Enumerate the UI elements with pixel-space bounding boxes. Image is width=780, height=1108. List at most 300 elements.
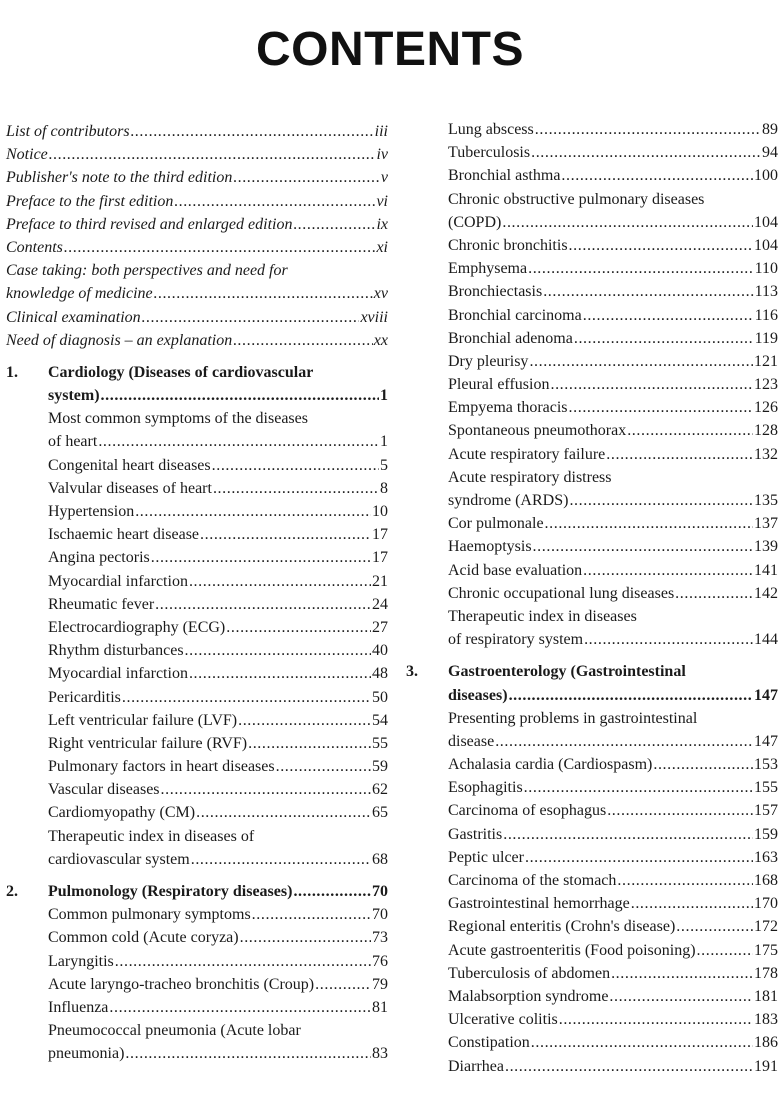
toc-entry-front[interactable] [6,143,388,166]
toc-entry-line [406,280,778,303]
toc-entry-item[interactable] [406,823,778,846]
toc-entry-item[interactable] [406,118,778,141]
page-number: 48 [372,665,388,683]
toc-entry-item[interactable] [406,985,778,1008]
toc-entry-title: Need of diagnosis – an explanation [6,331,233,349]
dot-leader [529,350,753,373]
page-number: 1 [380,387,388,405]
dot-leader [533,535,753,558]
toc-entry-title: Contents [6,238,63,256]
toc-entry-item[interactable] [406,1055,778,1078]
page-number: 135 [754,492,778,509]
dot-leader [185,639,371,662]
toc-entry-item[interactable] [6,903,388,926]
toc-entry-line [406,419,778,442]
toc-entry-title: Common cold (Acute coryza) [48,929,239,947]
toc-entry-line [406,443,778,466]
toc-entry-item[interactable] [6,570,388,593]
toc-entry-line [406,939,778,962]
toc-entry-line [406,211,778,234]
dot-leader [135,500,371,523]
toc-entry-item[interactable] [406,776,778,799]
page-number: 137 [754,515,778,533]
page-number: 110 [754,260,778,278]
toc-entry-line [406,707,778,730]
toc-entry-item[interactable] [406,164,778,187]
toc-entry-item[interactable] [406,559,778,582]
toc-entry-title: Case taking: both perspectives and need for [6,262,288,280]
page-number: 168 [754,872,778,889]
page-number: 59 [372,758,388,776]
toc-entry-title: Acid base evaluation [448,561,583,579]
toc-entry-title: Bronchial carcinoma [448,306,582,324]
page-number: 17 [372,549,388,567]
toc-entry-title: Congenital heart diseases [48,456,211,474]
toc-entry-item[interactable] [406,962,778,985]
dot-leader [495,730,753,753]
toc-entry-title: Malabsorption syndrome [448,987,609,1005]
toc-entry-item[interactable] [6,662,388,685]
toc-entry-title: Rheumatic fever [48,595,155,613]
dot-leader [174,190,375,213]
dot-leader [64,236,376,259]
page-number: 65 [372,804,388,822]
toc-entry-item[interactable] [406,257,778,280]
toc-entry-line [406,535,778,558]
toc-entry-title: Angina pectoris [48,549,150,567]
toc-entry-item[interactable] [6,686,388,709]
page-number: iii [374,123,388,140]
toc-entry-title: Laryngitis [48,952,114,970]
toc-entry-title: Preface to the first edition [6,192,174,210]
toc-entry-item[interactable] [6,755,388,778]
dot-leader [509,684,753,707]
toc-entry-item[interactable] [6,709,388,732]
page-number: vi [376,192,388,210]
dot-leader [583,304,754,327]
toc-entry-title: Dry pleurisy [448,352,529,370]
toc-entry-line [406,396,778,419]
page-number: 104 [754,213,778,231]
toc-entry-item[interactable] [406,869,778,892]
toc-entry-title: Gastrointestinal hemorrhage [448,895,630,913]
page-number: 104 [754,236,778,254]
toc-entry-item[interactable] [406,707,778,753]
page-number: 27 [372,618,388,636]
toc-entry-item[interactable] [6,616,388,639]
toc-entry-front[interactable] [6,236,388,259]
page-number: 8 [380,479,388,497]
toc-entry-line [6,686,388,709]
toc-entry-title: Clinical examination [6,308,141,326]
toc-entry-line [406,327,778,350]
toc-entry-item[interactable] [406,1031,778,1054]
dot-leader [545,512,753,535]
dot-leader [212,454,379,477]
dot-leader [196,801,371,824]
toc-entry-line [406,869,778,892]
toc-entry-line [406,846,778,869]
page-number: ix [376,215,388,233]
toc-entry-item[interactable] [6,801,388,824]
toc-entry-chapter[interactable] [6,880,388,903]
toc-entry-chapter[interactable] [406,660,778,706]
toc-entry-line [6,454,388,477]
page-number: 183 [754,1011,778,1029]
toc-entry-line [406,1055,778,1078]
toc-entry-item[interactable] [406,466,778,512]
toc-entry-line [406,915,778,938]
toc-entry-front[interactable] [6,306,388,329]
toc-entry-line [406,962,778,985]
toc-entry-title-continued: of respiratory system [448,631,584,649]
toc-entry-line [6,1042,388,1065]
dot-leader [101,384,379,407]
dot-leader [276,755,371,778]
dot-leader [531,1031,753,1054]
page-number: v [380,169,388,187]
page-number: 142 [754,584,778,602]
dot-leader [561,164,753,187]
dot-leader [559,1008,753,1031]
toc-entry-front[interactable] [6,166,388,189]
toc-entry-front[interactable] [6,120,388,143]
toc-entry-item[interactable] [406,419,778,442]
toc-entry-title: Left ventricular failure (LVF) [48,711,238,729]
toc-entry-front[interactable] [6,213,388,236]
toc-entry-title-continued: cardiovascular system [48,850,190,868]
toc-entry-item[interactable] [406,141,778,164]
toc-entry-item[interactable] [406,396,778,419]
toc-entry-item[interactable] [6,973,388,996]
toc-entry-line [6,166,388,189]
page-number: 191 [754,1057,778,1075]
dot-leader [122,686,371,709]
toc-entry-line [6,329,388,352]
dot-leader [142,306,360,329]
toc-entry-line [6,801,388,824]
dot-leader [191,848,371,871]
toc-entry-item[interactable] [406,443,778,466]
toc-entry-item[interactable] [6,825,388,871]
dot-leader [155,593,371,616]
page-number: 70 [372,883,388,900]
toc-entry-item[interactable] [406,605,778,651]
toc-entry-line [406,164,778,187]
dot-leader [151,546,371,569]
toc-entry-line [406,1031,778,1054]
dot-leader [569,234,753,257]
toc-entry-item[interactable] [406,234,778,257]
toc-entry-title: Valvular diseases of heart [48,479,212,497]
page-number: 163 [754,848,778,866]
toc-entry-title: Acute laryngo-tracheo bronchitis (Croup) [48,975,315,993]
toc-entry-title: Regional enteritis (Crohn's disease) [448,918,676,936]
page-number: 128 [754,422,778,440]
toc-entry-title: Tuberculosis [448,144,531,162]
toc-entry-item[interactable] [6,1019,388,1065]
dot-leader [569,489,753,512]
dot-leader [631,892,753,915]
toc-entry-line [6,523,388,546]
dot-leader [653,753,753,776]
page-number: 76 [372,952,388,970]
page-number: 153 [754,756,778,774]
toc-entry-line [6,825,388,848]
toc-entry-item[interactable] [6,732,388,755]
page-number: 170 [754,895,778,913]
toc-entry-title: Most common symptoms of the diseases [48,410,308,428]
toc-entry-title: Spontaneous pneumothorax [448,422,627,440]
page-number: 178 [754,964,778,982]
toc-entry-title: Ischaemic heart disease [48,526,200,544]
dot-leader [607,799,753,822]
toc-entry-item[interactable] [406,753,778,776]
toc-entry-item[interactable] [6,950,388,973]
page-number: xi [376,238,388,256]
toc-entry-item[interactable] [6,778,388,801]
toc-entry-line [406,559,778,582]
dot-leader [697,939,753,962]
page-number: 139 [754,538,778,556]
page-number: 55 [372,734,388,752]
page-number: 62 [372,781,388,799]
toc-entry-item[interactable] [406,892,778,915]
toc-entry-item[interactable] [6,926,388,949]
toc-entry-line [406,118,778,141]
page-number: 116 [754,306,778,324]
dot-leader [606,443,753,466]
toc-entry-title: Cardiomyopathy (CM) [48,804,196,822]
toc-entry-line [6,1019,388,1042]
toc-entry-title: Cardiology (Diseases of cardiovascular [48,363,314,381]
toc-entry-line [406,823,778,846]
dot-leader [574,327,754,350]
toc-entry-item[interactable] [406,512,778,535]
toc-entry-item[interactable] [406,915,778,938]
toc-entry-line [406,1008,778,1031]
dot-leader [569,396,753,419]
toc-entry-item[interactable] [6,454,388,477]
page-number: 54 [372,711,388,729]
toc-entry-front[interactable] [6,329,388,352]
toc-entry-title: Cor pulmonale [448,515,544,533]
dot-leader [233,166,380,189]
dot-leader [125,1042,371,1065]
page-number: 68 [372,850,388,868]
page-number: 10 [372,503,388,520]
toc-entry-title-continued: disease [448,732,495,750]
toc-entry-title: Hypertension [48,503,135,520]
page-number: 89 [762,121,778,138]
toc-entry-title: Electrocardiography (ECG) [48,618,226,636]
toc-entry-line [6,662,388,685]
toc-entry-line [406,730,778,753]
page-number: xx [373,331,388,349]
toc-entry-title: Pulmonology (Respiratory diseases) [48,883,293,900]
dot-leader [131,120,374,143]
toc-entry-title: Vascular diseases [48,781,160,799]
toc-entry-item[interactable] [406,535,778,558]
toc-entry-title: Chronic occupational lung diseases [448,584,675,602]
toc-entry-title: Chronic bronchitis [448,236,568,254]
toc-entry-item[interactable] [6,639,388,662]
toc-entry-title-continued: of heart [48,433,98,451]
toc-entry-item[interactable] [6,996,388,1019]
page-number: 175 [754,941,778,959]
page-number: xv [373,285,388,303]
toc-entry-title: Haemoptysis [448,538,532,556]
toc-entry-item[interactable] [406,280,778,303]
page-number: 5 [380,456,388,474]
toc-entry-line [6,236,388,259]
toc-entry-title: Carcinoma of esophagus [448,802,607,820]
toc-entry-title: Diarrhea [448,1057,504,1075]
toc-entry-line [6,407,388,430]
toc-entry-title: Gastritis [448,825,503,843]
chapter-number: 3. [406,663,418,681]
toc-entry-title: Constipation [448,1034,530,1052]
dot-leader [535,118,761,141]
toc-entry-line [6,880,388,903]
toc-entry-item[interactable] [6,407,388,453]
toc-entry-item[interactable] [406,799,778,822]
dot-leader [109,996,371,1019]
page-number: 100 [754,167,778,185]
page-number: 17 [372,526,388,544]
toc-entry-title: Bronchiectasis [448,283,543,301]
toc-entry-title: Preface to third revised and enlarged edition [6,215,293,233]
toc-entry-line [6,190,388,213]
toc-entry-line [6,546,388,569]
toc-entry-front[interactable] [6,190,388,213]
page-number: 123 [754,376,778,394]
toc-entry-line [6,848,388,871]
dot-leader [627,419,753,442]
dot-leader [505,1055,753,1078]
dot-leader [233,329,373,352]
toc-entry-item[interactable] [406,304,778,327]
toc-entry-item[interactable] [6,500,388,523]
toc-entry-title-continued: (COPD) [448,213,502,231]
page-number: 21 [372,572,388,590]
toc-entry-line [406,582,778,605]
dot-leader [189,570,371,593]
toc-entry-title: Therapeutic index in diseases of [48,827,255,845]
page-number: 24 [372,595,388,613]
dot-leader [525,846,753,869]
dot-leader [200,523,371,546]
page-number: 132 [754,445,778,463]
toc-entry-line [6,996,388,1019]
dot-leader [252,903,371,926]
toc-entry-line [406,512,778,535]
toc-entry-chapter[interactable] [6,361,388,407]
dot-leader [543,280,753,303]
toc-entry-item[interactable] [406,327,778,350]
dot-leader [189,662,371,685]
toc-entry-title: Pericarditis [48,688,121,706]
page-number: 126 [754,399,778,417]
toc-entry-line [6,732,388,755]
toc-entry-line [6,593,388,616]
toc-entry-line [6,570,388,593]
toc-entry-title: Presenting problems in gastrointestinal [448,709,698,727]
toc-entry-line [406,373,778,396]
toc-entry-title: Rhythm disturbances [48,642,184,660]
toc-entry-title: Lung abscess [448,121,534,138]
toc-entry-item[interactable] [406,1008,778,1031]
dot-leader [617,869,753,892]
dot-leader [550,373,753,396]
toc-entry-line [406,489,778,512]
toc-entry-line [6,755,388,778]
dot-leader [524,776,753,799]
toc-entry-item[interactable] [406,188,778,234]
toc-entry-item[interactable] [406,373,778,396]
page-number: 121 [754,352,778,370]
page-number: 147 [754,732,778,750]
page-number: iv [376,146,388,164]
toc-entry-title: Peptic ulcer [448,848,524,866]
toc-entry-item[interactable] [406,846,778,869]
toc-entry-title: Gastroenterology (Gastrointestinal [448,663,686,681]
toc-entry-front[interactable] [6,259,388,305]
toc-entry-item[interactable] [6,593,388,616]
toc-entry-title: Acute respiratory failure [448,445,606,463]
page-number: 81 [372,998,388,1016]
page-number: 94 [762,144,778,162]
toc-entry-title: Publisher's note to the third edition [6,169,233,187]
dot-leader [503,823,753,846]
dot-leader [248,732,371,755]
toc-entry-line [406,605,778,628]
page-number: 79 [372,975,388,993]
toc-entry-title: Ulcerative colitis [448,1011,558,1029]
page-number: 141 [754,561,778,579]
toc-entry-title: Influenza [48,998,109,1016]
toc-entry-line [406,660,778,683]
dot-leader [49,143,376,166]
toc-entry-item[interactable] [6,477,388,500]
toc-entry-line [406,892,778,915]
dot-leader [240,926,371,949]
toc-entry-line [6,477,388,500]
toc-entry-title: Chronic obstructive pulmonary diseases [448,190,705,208]
toc-entry-line [6,950,388,973]
toc-entry-item[interactable] [406,939,778,962]
toc-entry-item[interactable] [406,350,778,373]
toc-entry-title: Empyema thoracis [448,399,568,417]
toc-entry-item[interactable] [6,523,388,546]
toc-entry-line [406,628,778,651]
toc-entry-title: Notice [6,146,48,164]
toc-entry-line [406,350,778,373]
toc-entry-line [6,973,388,996]
toc-entry-line [6,120,388,143]
toc-entry-item[interactable] [406,582,778,605]
toc-entry-line [6,903,388,926]
page-number: 83 [372,1045,388,1063]
dot-leader [609,985,753,1008]
dot-leader [583,559,753,582]
toc-entry-line [6,384,388,407]
toc-entry-line [6,143,388,166]
toc-entry-item[interactable] [6,546,388,569]
toc-entry-line [406,141,778,164]
page-number: 186 [754,1034,778,1052]
dot-leader [213,477,379,500]
